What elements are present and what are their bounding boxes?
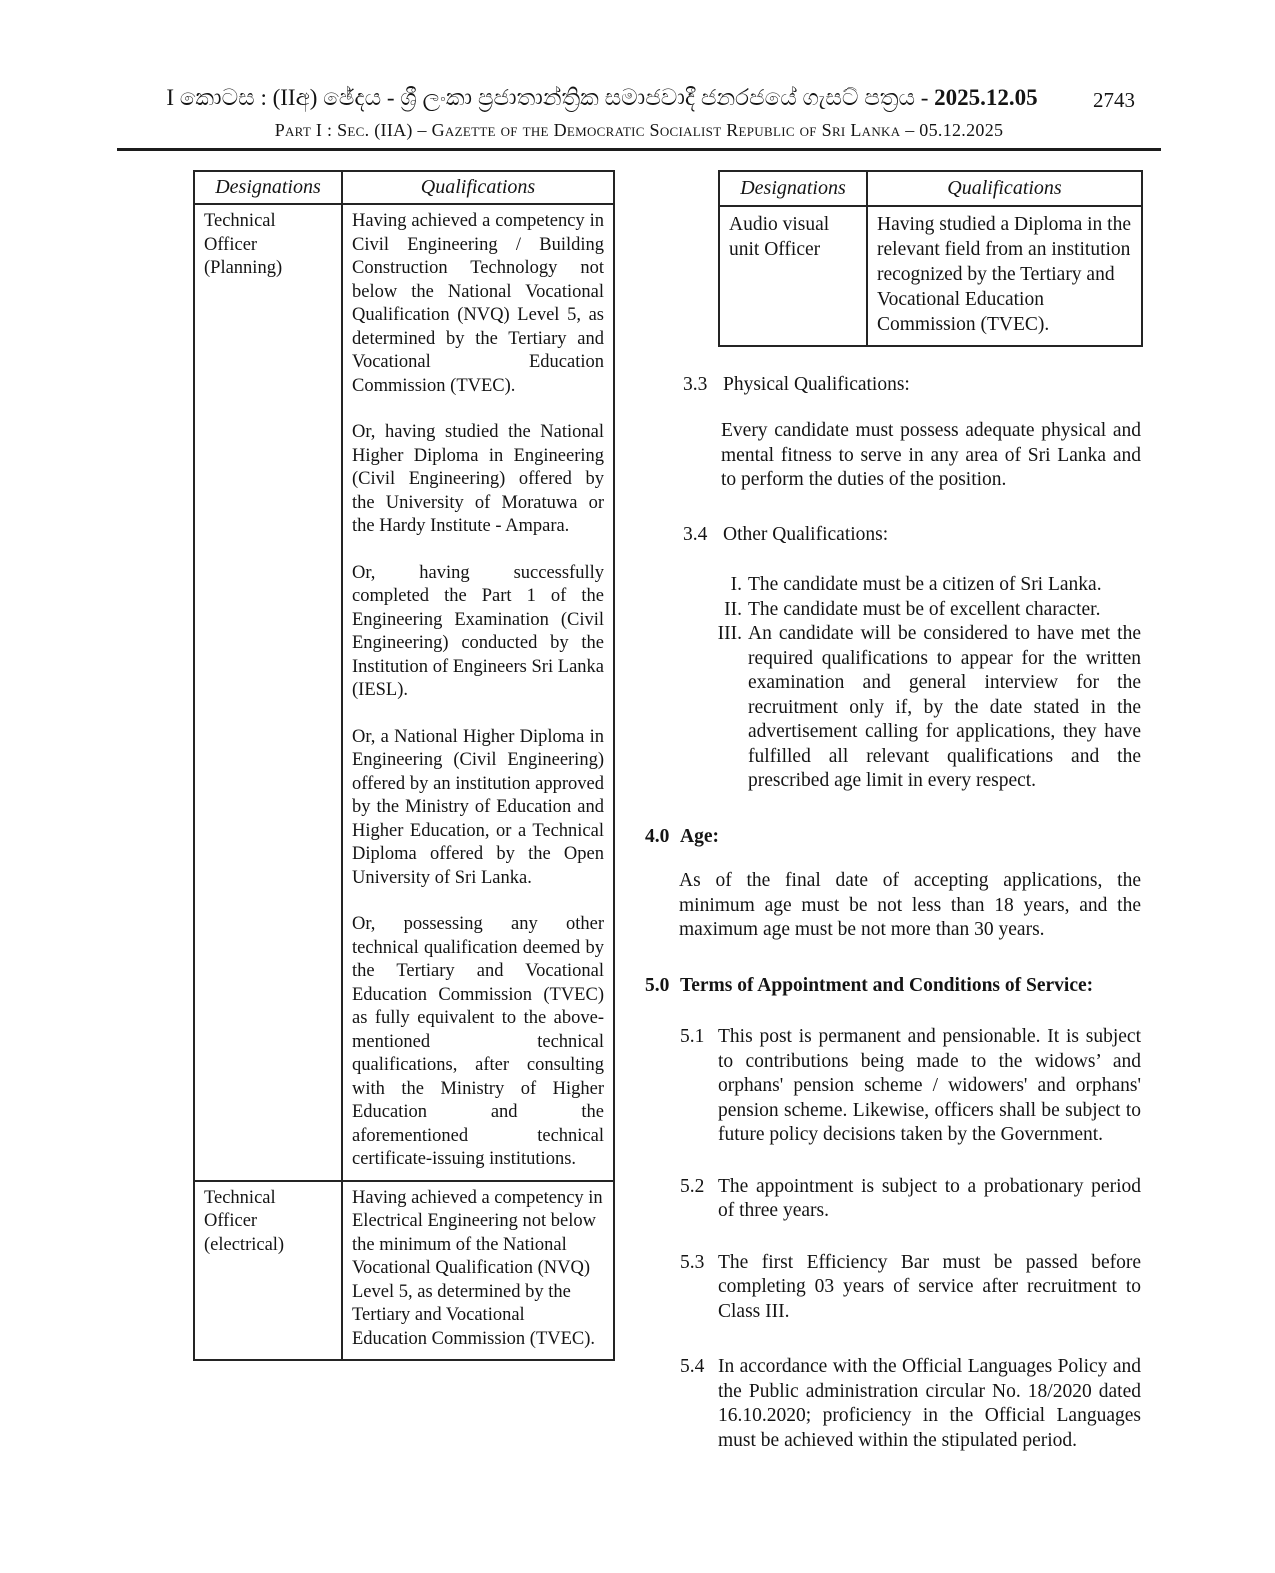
cell-designation: Audio visual unit Officer <box>719 206 867 346</box>
table-row <box>194 204 614 1181</box>
section-3-3-heading <box>683 373 1141 398</box>
clause-5-3 <box>680 1251 1141 1325</box>
qualification-paragraph: Or, having studied the National Higher Diploma in Engineering (Civil Engineering) offered by the University of Moratuwa or the Hardy Institute - Ampara. <box>352 422 604 536</box>
cell-designation: Technical Officer (Planning) <box>194 204 342 1181</box>
table-row <box>194 1181 614 1361</box>
clause-text: The first Efficiency Bar must be passed before completing 03 years of service after recruitment to Class III. <box>718 1251 1141 1322</box>
section-4-0-body: As of the final date of accepting applications, the minimum age must be not less than 18 years, and the maximum age must be not more than 30 years. <box>679 870 1141 940</box>
section-number: 3.4 <box>683 523 708 545</box>
left-column <box>193 170 613 1361</box>
clause-5-1 <box>680 1025 1141 1148</box>
clause-number: 5.4 <box>680 1356 705 1377</box>
section-title: Physical Qualifications: <box>723 373 910 395</box>
right-column <box>644 170 1141 1453</box>
column-header-designations: Designations <box>719 171 867 206</box>
section-3-4-heading <box>683 523 1141 548</box>
column-header-qualifications: Qualifications <box>342 171 614 204</box>
qualification-paragraph: Having achieved a competency in Electrical Engineering not below the minimum of the National Vocational Qualification (NVQ) Level 5, as determined by the Tertiary and Vocational Education Commission (TVEC). <box>352 1187 603 1349</box>
list-marker: I. <box>730 574 742 595</box>
section-3-3-body: Every candidate must possess adequate physical and mental fitness to serve in any area of Sri Lanka and to perform the duties of the position. <box>721 420 1141 490</box>
cell-qualifications <box>342 1181 614 1361</box>
section-number: 3.3 <box>683 373 708 395</box>
header-sinhala-title <box>117 84 1087 112</box>
list-item-text: The candidate must be a citizen of Sri Lanka. <box>748 574 1102 595</box>
list-item <box>706 573 1141 598</box>
clause-text: This post is permanent and pensionable. It is subject to contributions being made to the widows’ and orphans' pension scheme / widowers' and orphans' pension scheme. Likewise, officers shall be subject to future policy decisions taken by the Government. <box>718 1026 1141 1145</box>
column-header-designations: Designations <box>194 171 342 204</box>
header-gazette-date: 2025.12.05 <box>934 85 1038 110</box>
qualification-paragraph: Or, possessing any other technical qualification deemed by the Tertiary and Vocational Education Commission (TVEC) as fully equivalent to the above-mentioned technical qualifications, after consulting with the Ministry of Higher Education and the aforementioned technical certificate-issuing institutions. <box>352 914 604 1169</box>
list-marker: II. <box>724 598 742 620</box>
clause-text: In accordance with the Official Languages Policy and the Public administration circular No. 18/2020 dated 16.10.2020; proficiency in the Official Languages must be achieved within the stipulated period. <box>718 1356 1141 1451</box>
list-item-text: The candidate must be of excellent character. <box>748 598 1101 620</box>
section-title: Terms of Appointment and Conditions of Service: <box>680 974 1094 996</box>
section-5-0-heading <box>645 974 1141 999</box>
header-sinhala-text: I කොටස : (IIඅ) ඡේදය - ශ්‍රී ලංකා ප්‍රජාතාන්ත්‍රික සමාජවාදී ජනරජයේ ගැසට් පත්‍රය - <box>166 85 935 110</box>
clause-number: 5.3 <box>680 1251 705 1273</box>
section-title: Age: <box>680 825 719 847</box>
clause-text: The appointment is subject to a probationary period of three years. <box>718 1175 1141 1221</box>
qualification-paragraph: Having studied a Diploma in the relevant field from an institution recognized by the Tertiary and Vocational Education Commission (TVEC). <box>877 213 1131 335</box>
section-4-0-heading <box>645 825 1141 850</box>
clause-number: 5.2 <box>680 1175 705 1197</box>
section-number: 5.0 <box>645 974 670 996</box>
column-header-qualifications: Qualifications <box>867 171 1142 206</box>
cell-designation: Technical Officer (electrical) <box>194 1181 342 1361</box>
list-item <box>706 598 1141 623</box>
cell-qualifications <box>867 206 1142 346</box>
qualification-paragraph: Or, having successfully completed the Part 1 of the Engineering Examination (Civil Engineering) conducted by the Institution of Engineers Sri Lanka (IESL). <box>352 562 604 700</box>
left-qualifications-table <box>193 170 615 1361</box>
cell-qualifications <box>342 204 614 1181</box>
clause-5-4 <box>680 1355 1141 1453</box>
clause-number: 5.1 <box>680 1026 705 1047</box>
qualification-paragraph: Or, a National Higher Diploma in Engineering (Civil Engineering) offered by an institution approved by the Ministry of Education and Higher Education, or a Technical Diploma offered by the Open University of Sri Lanka. <box>352 726 604 888</box>
right-qualifications-table <box>718 170 1143 347</box>
header-english-title: Part I : Sec. (IIA) – Gazette of the Democratic Socialist Republic of Sri Lanka – 05.12.2025 <box>274 120 1004 140</box>
table-row <box>719 206 1142 346</box>
section-title: Other Qualifications: <box>723 523 889 545</box>
section-3-4-list <box>706 573 1141 794</box>
list-item <box>706 622 1141 794</box>
page-number: 2743 <box>1093 88 1135 112</box>
section-number: 4.0 <box>645 825 670 847</box>
list-marker: III. <box>717 623 742 644</box>
qualification-paragraph: Having achieved a competency in Civil Engineering / Building Construction Technology not below the National Vocational Qualification (NVQ) Level 5, as determined by the Tertiary and Vocational Education Commission (TVEC). <box>352 211 604 396</box>
list-item-text: An candidate will be considered to have met the required qualifications to appear for the written examination and general interview for the recruitment only if, by the date stated in the advertisement calling for applications, they have fulfilled all relevant qualifications and the prescribed age limit in every respect. <box>748 623 1141 791</box>
table-header-row <box>719 171 1142 206</box>
clause-5-2 <box>680 1175 1141 1224</box>
table-header-row <box>194 171 614 204</box>
right-table-wrap <box>718 170 1141 347</box>
header-rule <box>117 148 1161 151</box>
